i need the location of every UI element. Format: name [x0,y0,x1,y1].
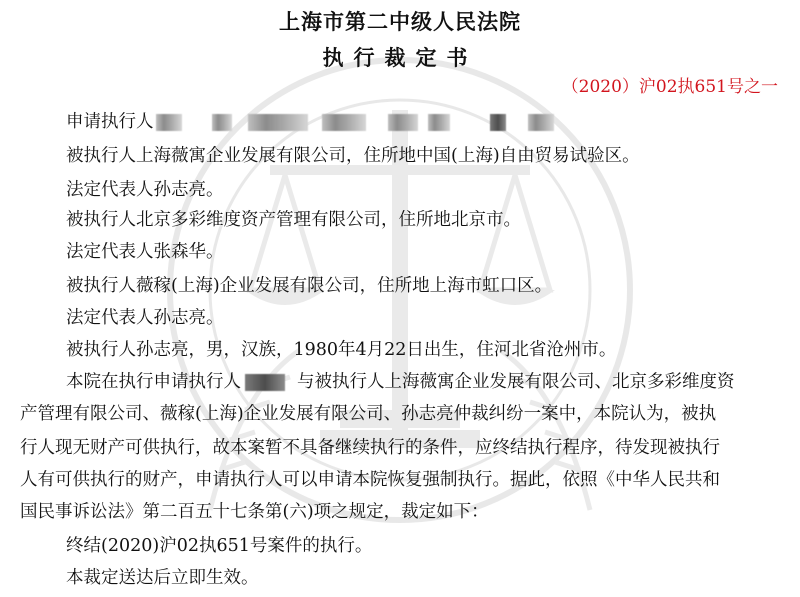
redacted-name [156,114,182,131]
respondent-3: 被执行人薇稼(上海)企业发展有限公司，住所地上海市虹口区。 [66,276,553,296]
redacted-name [245,374,285,391]
redacted-name [248,114,308,131]
document-title: 执行裁定书 [322,45,478,70]
ruling-text: 终结(2020)沪02执651号案件的执行。 [66,536,373,556]
redacted-name [490,114,506,131]
paragraph-text: 本院在执行申请执行人 [66,372,241,392]
paragraph-1-line-2: 产管理有限公司、薇稼(上海)企业发展有限公司、孙志亮仲裁纠纷一案中，本院认为，被执 [20,404,717,424]
court-name: 上海市第二中级人民法院 [279,9,521,34]
redacted-name [528,114,554,131]
redacted-name [388,114,418,131]
legal-rep-3: 法定代表人孙志亮。 [66,308,224,328]
redacted-name [428,114,450,131]
paragraph-text: 与被执行人上海薇寓企业发展有限公司、北京多彩维度资 [297,372,735,392]
respondent-4: 被执行人孙志亮，男，汉族，1980年4月22日出生，住河北省沧州市。 [66,340,617,360]
legal-rep-2: 法定代表人张森华。 [66,242,224,262]
redacted-name [212,114,232,131]
paragraph-1-line-1 [66,368,735,393]
paragraph-1-line-3: 行人现无财产可供执行，故本案暂不具备继续执行的条件，应终结执行程序，待发现被执行 [20,438,720,458]
redacted-name [322,114,366,131]
respondent-2: 被执行人北京多彩维度资产管理有限公司，住所地北京市。 [66,210,521,230]
paragraph-1-line-4: 人有可供执行的财产，申请执行人可以申请本院恢复强制执行。据此，依照《中华人民共和 [20,470,720,490]
paragraph-1-line-5: 国民事诉讼法》第二百五十七条第(六)项之规定，裁定如下： [20,502,489,522]
case-number: （2020）沪02执651号之一 [561,77,778,97]
effective-statement: 本裁定送达后立即生效。 [66,568,259,588]
applicant-line [66,108,554,133]
applicant-label: 申请执行人 [66,112,154,132]
respondent-1: 被执行人上海薇寓企业发展有限公司，住所地中国(上海)自由贸易试验区。 [66,146,640,166]
legal-rep-1: 法定代表人孙志亮。 [66,180,224,200]
